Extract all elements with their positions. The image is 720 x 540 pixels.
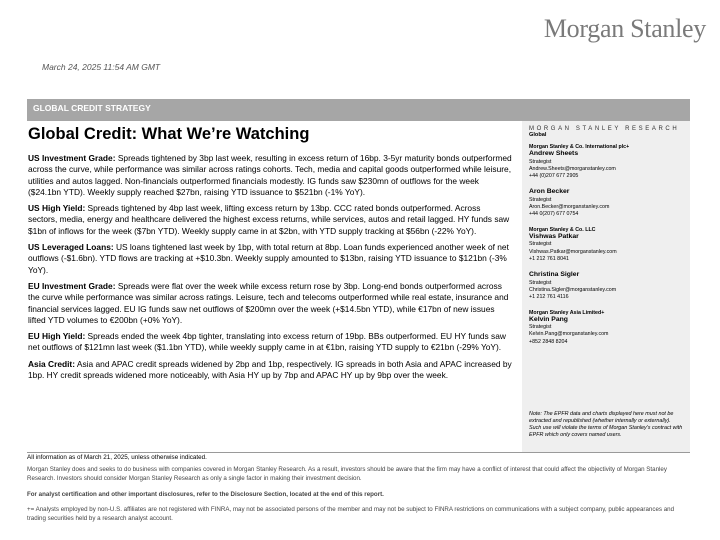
as-of-note: All information as of March 21, 2025, unless otherwise indicated. — [27, 454, 207, 461]
analyst-card — [529, 227, 684, 263]
research-heading: MORGAN STANLEY RESEARCH — [529, 126, 680, 132]
analyst-title: Strategist — [529, 196, 552, 203]
section-us-hy — [28, 203, 512, 237]
analyst-email-link[interactable]: Christina.Sigler@morganstanley.com — [529, 286, 617, 293]
section-text: Asia and APAC credit spreads widened by 2bp and 1bp, respectively. IG spreads in both Asia and APAC increased by 1bp. HY credit spreads widened more noticeably, with Asia HY up by 7bp and APAC HY up by 9bp over the week. — [28, 358, 512, 381]
analyst-name: Aron Becker — [529, 188, 570, 196]
analyst-phone: +44 0(207) 677 0754 — [529, 211, 579, 218]
section-asia — [28, 359, 512, 382]
section-text: US loans tightened last week by 1bp, with total return at 8bp. Loan funds experienced another week of net outflows (-$1.6bn). YTD flows are tracking at +$10.3bn. Weekly supply amounted to $13bn, raising YTD issuance to $121bn (-3% YoY). — [28, 242, 509, 275]
section-banner: GLOBAL CREDIT STRATEGY — [27, 99, 690, 121]
morgan-stanley-logo: Morgan Stanley — [543, 14, 706, 43]
analyst-card — [529, 188, 684, 218]
section-us-loans — [28, 242, 512, 276]
section-label: EU High Yield: — [28, 331, 86, 342]
section-label: US High Yield: — [28, 203, 86, 214]
section-text: Spreads tightened by 4bp last week, lifting excess return by 13bp. CCC rated bonds outperformed. Across sectors, media, energy and healthcare delivered the highest excess returns, while services, autos and retail lagged. HY funds saw $1bn of inflows for the week ($7bn YTD). Weekly supply came in at $2bn, with YTD supply tracking at $56bn (-22% YoY). — [28, 203, 510, 236]
analyst-title: Strategist — [529, 324, 552, 331]
disclosure-footer — [27, 452, 690, 531]
research-region: Global — [529, 132, 547, 138]
analyst-name: Vishwas Patkar — [529, 232, 579, 240]
certification-note: For analyst certification and other important disclosures, refer to the Disclosure Section, located at the end of this report. — [27, 491, 384, 499]
section-label: US Leveraged Loans: — [28, 242, 114, 253]
section-label: US Investment Grade: — [28, 153, 116, 163]
analyst-org: Morgan Stanley & Co. International plc+ — [529, 144, 630, 150]
analyst-title: Strategist — [529, 158, 552, 165]
section-label: Asia Credit: — [28, 358, 76, 369]
analyst-email-link[interactable]: Kelvin.Pang@morganstanley.com — [529, 331, 609, 338]
analyst-email-link[interactable]: Aron.Becker@morganstanley.com — [529, 204, 610, 211]
section-eu-hy — [28, 331, 512, 354]
analyst-card — [529, 271, 684, 301]
analyst-phone: +1 212 761 8041 — [529, 255, 569, 262]
analyst-email-link[interactable]: Andrew.Sheets@morganstanley.com — [529, 165, 616, 172]
analyst-org: Morgan Stanley Asia Limited+ — [529, 309, 605, 316]
analyst-phone: +852 2848 8204 — [529, 338, 568, 345]
epfr-note: Note: The EPFR data and charts displayed here must not be extracted and republished (whether internally or externally). Such use will violate the terms of Morgan Stanley's contract with EPFR which only covers named users. — [529, 411, 683, 438]
section-text: Spreads ended the week 4bp tighter, translating into excess return of 19bp. BBs outperformed. EU HY funds saw net outflows of $121mn last week ($1.1bn YTD), while weekly supply came in at €1bn, raising YTD supply to €21bn (-29% YoY). — [28, 331, 506, 353]
analyst-phone: +1 212 761 4116 — [529, 294, 569, 301]
page-title: Global Credit: What We’re Watching — [28, 125, 310, 143]
analyst-email-link[interactable]: Vishwas.Patkar@morganstanley.com — [529, 248, 617, 255]
research-sidebar — [522, 121, 690, 452]
section-us-ig — [28, 153, 512, 198]
section-text: Spreads were flat over the week while excess return rose by 3bp. Long-end bonds outperformed across the curve while performance was similar across ratings. Leisure, tech and telecoms outperformed while real estate, insurance and financial services lagged. EU IG funds saw net outflows of $200mn over the week (+$14.5bn YTD), while €17bn of new issues lifted YTD volumes to €200bn (+0% YoY). — [28, 280, 509, 325]
analyst-name: Christina Sigler — [529, 271, 580, 279]
section-label: EU Investment Grade: — [28, 280, 116, 291]
main-content — [27, 121, 522, 452]
analyst-org: Morgan Stanley & Co. LLC — [529, 226, 596, 233]
section-text: Spreads tightened by 3bp last week, resulting in excess return of 16bp. 3-5yr maturity bonds outperformed across the curve, while performance was similar across ratings cohorts. Tech, media and capital goods outperformed while leisure, utilities and autos lagged. Non-financials outperformed financials modestly. IG funds saw $230mn of outflows for the week ($24.1bn YTD). Weekly supply reached $27bn, raising YTD issuance to $521bn (-1% YoY). — [28, 153, 512, 197]
analyst-name: Kelvin Pang — [529, 315, 568, 323]
analyst-card — [529, 310, 684, 346]
publish-date: March 24, 2025 11:54 AM GMT — [42, 62, 161, 72]
finra-disclaimer: += Analysts employed by non-U.S. affiliates are not registered with FINRA, may not be associated persons of the member and may not be subject to FINRA restrictions on communications with a subject company, public appearances and trading securities held by a research analyst account. — [27, 506, 675, 522]
analyst-name: Andrew Sheets — [529, 150, 579, 157]
section-eu-ig — [28, 281, 512, 326]
analyst-title: Strategist — [529, 241, 552, 248]
analyst-title: Strategist — [529, 279, 552, 286]
analyst-phone: +44 (0)207 677 2905 — [529, 173, 579, 180]
analyst-card — [529, 144, 684, 180]
conflict-disclaimer: Morgan Stanley does and seeks to do business with companies covered in Morgan Stanley Research. As a result, investors should be aware that the firm may have a conflict of interest that could affect the objectivity of Morgan Stanley Research. Investors should consider Morgan Stanley Research as only a single factor in making their investment decision. — [27, 466, 667, 482]
